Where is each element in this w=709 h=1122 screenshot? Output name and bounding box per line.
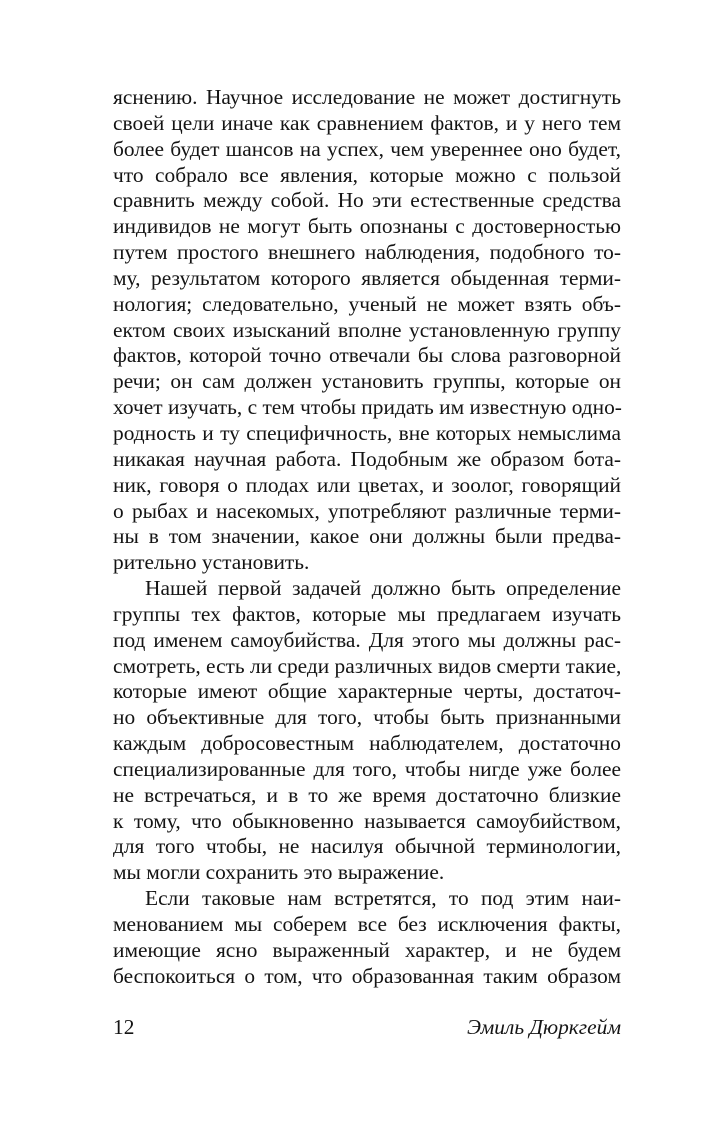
text-line: родность и ту специфичность, вне которых немыслима: [113, 420, 621, 445]
page-footer: [113, 1014, 621, 1040]
text-line: каждым добросовестным наблюдателем, достаточно: [113, 731, 621, 756]
text-line: хочет изучать, с тем чтобы придать им известную одно-: [113, 395, 622, 420]
text-line: но объективные для того, чтобы быть признанными: [113, 705, 621, 730]
page-number: 12: [113, 1015, 135, 1039]
text-line: индивидов не могут быть опознаны с достоверностью: [113, 214, 621, 239]
text-line: сравнить между собой. Но эти естественные средства: [113, 188, 621, 213]
text-line: своей цели иначе как сравнением фактов, и у него тем: [113, 110, 621, 135]
text-line: Если таковые нам встретятся, то под этим наи-: [145, 886, 621, 911]
page-text-block: [113, 85, 621, 990]
text-line: рительно установить.: [113, 550, 310, 575]
text-line: речи; он сам должен установить группы, которые он: [113, 369, 621, 394]
text-line: специализированные для того, чтобы нигде уже более: [113, 756, 621, 781]
text-line: путем простого внешнего наблюдения, подобного то-: [113, 240, 621, 265]
text-line: мы могли сохранить это выражение.: [113, 860, 445, 885]
text-line: более будет шансов на успех, чем увереннее оно будет,: [113, 136, 621, 161]
text-line: Нашей первой задачей должно быть определение: [145, 576, 621, 601]
paragraph: [113, 85, 621, 576]
text-line: смотреть, есть ли среди различных видов смерти такие,: [113, 653, 622, 678]
text-line: что собрало все явления, которые можно с пользой: [113, 162, 621, 187]
text-line: менованием мы соберем все без исключения факты,: [113, 912, 621, 936]
text-line: ектом своих изысканий вполне установленную группу: [113, 317, 621, 342]
text-line: к тому, что обыкновенно называется самоубийством,: [113, 808, 621, 833]
text-line: под именем самоубийства. Для этого мы должны рас-: [113, 627, 621, 652]
running-head-author: Эмиль Дюркгейм: [466, 1015, 621, 1039]
paragraph: [113, 576, 621, 886]
text-line: му, результатом которого является обыденная терми-: [113, 265, 621, 290]
text-line: яснению. Научное исследование не может достигнуть: [113, 85, 621, 109]
text-line: о рыбах и насекомых, употребляют различные терми-: [113, 498, 621, 523]
text-line: фактов, которой точно отвечали бы слова разговорной: [113, 343, 621, 368]
text-line: не встречаться, и в то же время достаточно близкие: [113, 782, 621, 807]
text-line: для того чтобы, не насилуя обычной терминологии,: [113, 834, 621, 859]
text-line: которые имеют общие характерные черты, достаточ-: [113, 679, 621, 704]
text-line: ны в том значении, какое они должны были предва-: [113, 524, 621, 549]
text-line: никакая научная работа. Подобным же образом бота-: [113, 446, 621, 471]
text-line: ник, говоря о плодах или цветах, и зоолог, говорящий: [113, 472, 621, 497]
text-line: группы тех фактов, которые мы предлагаем изучать: [113, 601, 621, 626]
paragraph: [113, 886, 621, 989]
text-line: беспокоиться о том, что образованная таким образом: [113, 963, 621, 988]
text-line: имеющие ясно выраженный характер, и не будем: [113, 937, 621, 962]
text-line: нология; следовательно, ученый не может взять объ-: [113, 291, 621, 316]
